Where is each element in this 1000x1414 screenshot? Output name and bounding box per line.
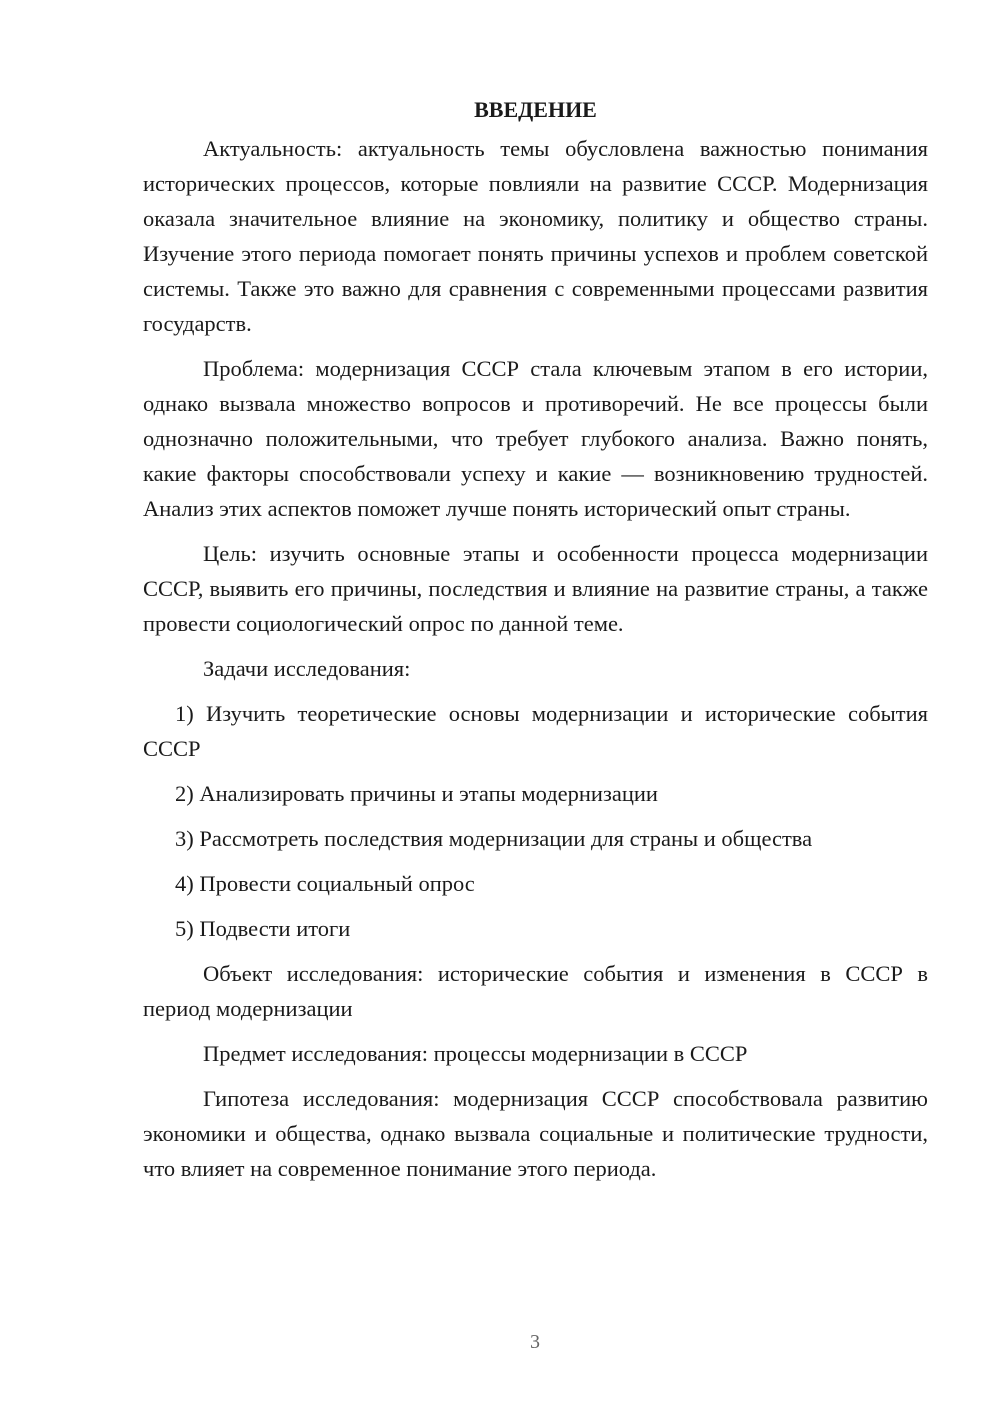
task-item: 1) Изучить теоретические основы модернизации и исторические события СССР: [143, 701, 928, 761]
tasks-list: [143, 696, 928, 946]
page-content: [143, 92, 928, 1196]
problem-paragraph: Проблема: модернизация СССР стала ключевым этапом в его истории, однако вызвала множество вопросов и противоречий. Не все процессы были однозначно положительными, что требует глубокого анализа. Важно понять, какие факторы способствовали успеху и какие — возникновению трудностей. Анализ этих аспектов поможет лучше понять исторический опыт страны.: [143, 356, 928, 521]
tasks-header: Задачи исследования:: [203, 656, 411, 681]
task-item: 5) Подвести итоги: [175, 916, 351, 941]
object-paragraph: Объект исследования: исторические события и изменения в СССР в период модернизации: [143, 961, 928, 1021]
hypothesis-paragraph: Гипотеза исследования: модернизация СССР способствовала развитию экономики и общества, однако вызвала социальные и политические трудности, что влияет на современное понимание этого периода.: [143, 1086, 928, 1181]
page-number: 3: [530, 1331, 540, 1353]
task-item: 4) Провести социальный опрос: [175, 871, 475, 896]
task-item: 2) Анализировать причины и этапы модернизации: [175, 781, 658, 806]
relevance-paragraph: Актуальность: актуальность темы обусловлена важностью понимания исторических процессов, которые повлияли на развитие СССР. Модернизация оказала значительное влияние на экономику, политику и общество страны. Изучение этого периода помогает понять причины успехов и проблем советской системы. Также это важно для сравнения с современными процессами развития государств.: [143, 136, 928, 336]
goal-paragraph: Цель: изучить основные этапы и особенности процесса модернизации СССР, выявить его причины, последствия и влияние на развитие страны, а также провести социологический опрос по данной теме.: [143, 541, 928, 636]
section-title: ВВЕДЕНИЕ: [474, 97, 597, 122]
task-item: 3) Рассмотреть последствия модернизации для страны и общества: [175, 826, 813, 851]
subject-paragraph: Предмет исследования: процессы модернизации в СССР: [203, 1041, 748, 1066]
